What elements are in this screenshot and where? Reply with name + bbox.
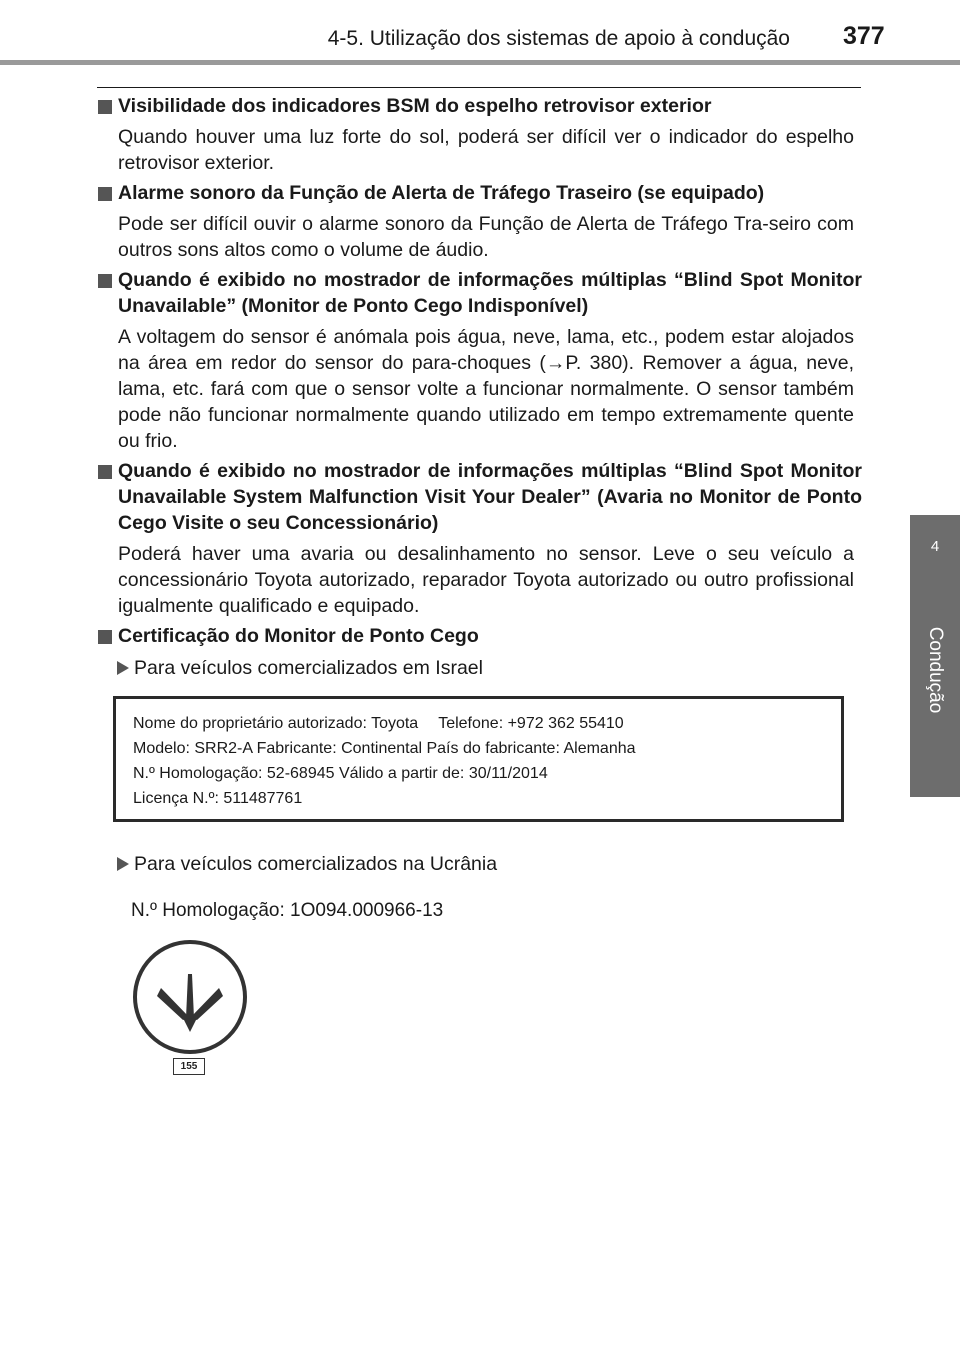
israel-certification-box [113, 696, 844, 822]
chapter-label: Condução [925, 626, 946, 714]
section-heading: Visibilidade dos indicadores BSM do espelho retrovisor exterior [97, 93, 862, 119]
section-heading: Quando é exibido no mostrador de informações múltiplas “Blind Spot Monitor Unavailable System Malfunction Visit Your Dealer” (Avaria no Monitor de Ponto Cego Visite o seu Concessionário) [97, 458, 862, 536]
cert-line-approval: N.º Homologação: 52-68945 Válido a partir de: 30/11/2014 [133, 765, 548, 782]
section-body: Pode ser difícil ouvir o alarme sonoro da Função de Alerta de Tráfego Tra-seiro com outros sons altos como o volume de áudio. [118, 213, 854, 261]
ukraine-subheading: Para veículos comercializados na Ucrânia [97, 851, 862, 877]
section-body: Quando houver uma luz forte do sol, poderá ser difícil ver o indicador do espelho retrovisor exterior. [118, 126, 854, 174]
section-bsm-certification [97, 623, 862, 681]
section-heading: Alarme sonoro da Função de Alerta de Tráfego Traseiro (se equipado) [97, 180, 862, 206]
ukraine-block [97, 845, 862, 877]
chapter-side-tab [910, 515, 960, 797]
page-number: 377 [843, 22, 885, 50]
triangle-bullet-icon [117, 661, 129, 675]
square-bullet-icon [98, 274, 112, 288]
section-heading: Quando é exibido no mostrador de informações múltiplas “Blind Spot Monitor Unavailable” (Monitor de Ponto Cego Indisponível) [97, 267, 862, 319]
section-rcta-alarm [97, 180, 862, 263]
main-content [97, 93, 862, 685]
section-bsm-visibility [97, 93, 862, 176]
ukraine-approval-number: N.º Homologação: 1O094.000966-13 [131, 900, 444, 921]
top-divider [97, 87, 861, 88]
section-bsm-unavailable [97, 267, 862, 454]
square-bullet-icon [98, 465, 112, 479]
israel-subheading: Para veículos comercializados em Israel [97, 655, 862, 681]
cert-line-owner: Nome do proprietário autorizado: Toyota Telefone: +972 362 55410 [133, 715, 624, 732]
square-bullet-icon [98, 187, 112, 201]
square-bullet-icon [98, 630, 112, 644]
square-bullet-icon [98, 100, 112, 114]
cert-line-license: Licença N.º: 511487761 [133, 790, 303, 807]
ukraine-mark-code: 155 [173, 1058, 205, 1075]
section-heading: Certificação do Monitor de Ponto Cego [97, 623, 862, 649]
page-header [0, 0, 960, 64]
chapter-title: 4-5. Utilização dos sistemas de apoio à condução [327, 27, 790, 50]
section-body: A voltagem do sensor é anómala pois água, neve, lama, etc., podem estar alojados na área em redor do sensor do para-choques (→P. 380). Remover a água, neve, lama, etc. fará com que o sensor volte a funcionar normalmente. O sensor também pode não funcionar normalmente quando utilizado em tempo extremamente quente ou frio. [118, 326, 854, 452]
cert-line-model: Modelo: SRR2-A Fabricante: Continental País do fabricante: Alemanha [133, 740, 636, 757]
chapter-number: 4 [930, 538, 940, 555]
section-bsm-malfunction [97, 458, 862, 619]
header-rule [0, 60, 960, 65]
ukraine-conformity-mark-icon [131, 938, 249, 1056]
triangle-bullet-icon [117, 857, 129, 871]
section-body: Poderá haver uma avaria ou desalinhamento no sensor. Leve o seu veículo a concessionário Toyota autorizado, reparador Toyota autorizado ou outro profissional igualmente qualificado e equipado. [118, 543, 854, 617]
